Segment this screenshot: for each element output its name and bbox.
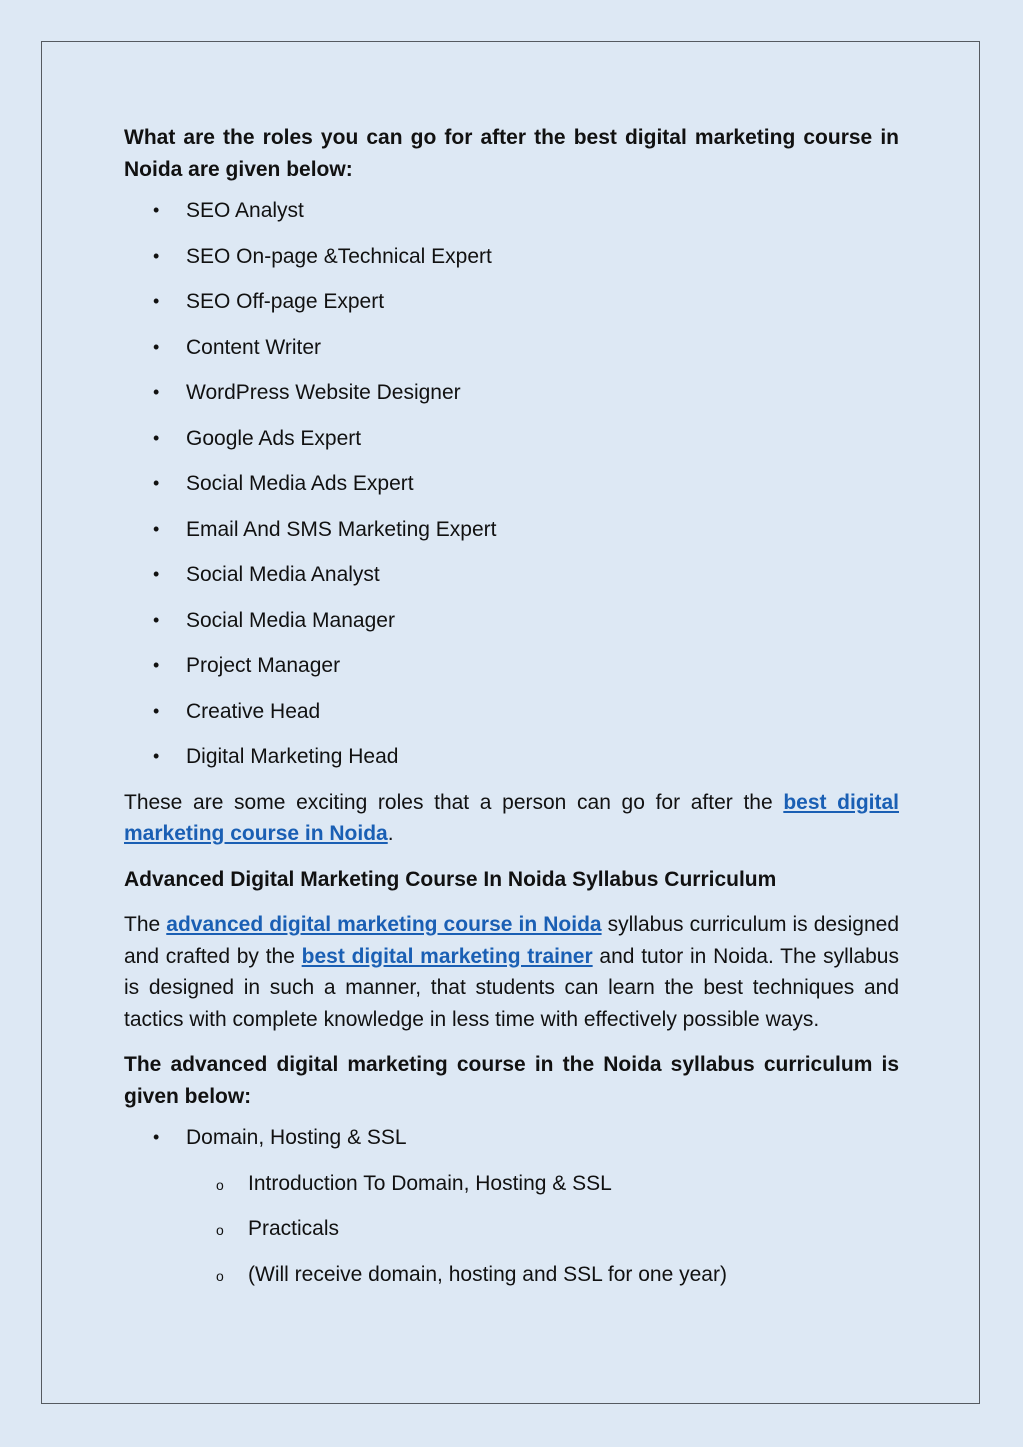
curriculum-list: [124, 1122, 899, 1168]
course-link[interactable]: best digital marketing course in Noida: [124, 790, 899, 845]
circle-bullet-icon: o: [216, 1267, 224, 1284]
bullet-icon: •: [153, 518, 160, 539]
trainer-link[interactable]: best digital marketing trainer: [301, 944, 593, 968]
list-item: o Introduction To Domain, Hosting & SSL: [124, 1168, 899, 1214]
bullet-icon: •: [153, 1127, 160, 1147]
bullet-icon: •: [153, 473, 160, 493]
list-item: • Domain, Hosting & SSL: [124, 1122, 899, 1168]
syllabus-paragraph: The advanced digital marketing course in Noida syllabus curriculum is designed and crafted by the best digital marketing trainer and tutor in Noida. The syllabus is designed in such a manner, that students can learn the best techniques and tactics with complete knowledge in less time with effectively possible ways.: [124, 913, 899, 1031]
bullet-icon: •: [153, 655, 160, 675]
list-item: o Practicals: [124, 1213, 899, 1259]
bullet-icon: •: [153, 609, 160, 630]
bullet-icon: •: [153, 746, 160, 766]
roles-heading: What are the roles you can go for after the best digital marketing course in Noida are given below:: [124, 126, 899, 181]
list-item: • Social Media Manager: [124, 605, 899, 651]
bullet-icon: •: [153, 291, 160, 311]
list-item: • Content Writer: [124, 332, 899, 378]
bullet-icon: •: [153, 382, 160, 402]
list-item: o (Will receive domain, hosting and SSL for one year): [124, 1259, 899, 1305]
list-item: • Creative Head: [124, 696, 899, 742]
roles-summary: These are some exciting roles that a person can go for after the best digital marketing course in Noida.: [124, 790, 899, 845]
bullet-icon: •: [153, 200, 160, 220]
bullet-icon: •: [153, 700, 160, 721]
list-item: • WordPress Website Designer: [124, 377, 899, 423]
syllabus-heading: Advanced Digital Marketing Course In Noida Syllabus Curriculum: [124, 867, 777, 891]
list-item: • Social Media Ads Expert: [124, 468, 899, 514]
list-item: • SEO On-page &Technical Expert: [124, 241, 899, 287]
curriculum-sublist: [124, 1168, 899, 1305]
list-item: • Google Ads Expert: [124, 423, 899, 469]
bullet-icon: •: [153, 336, 160, 357]
list-item: • Email And SMS Marketing Expert: [124, 514, 899, 560]
bullet-icon: •: [153, 564, 160, 584]
roles-list: [124, 195, 899, 787]
advanced-course-link[interactable]: advanced digital marketing course in Noida: [166, 913, 602, 936]
list-item: • Project Manager: [124, 650, 899, 696]
list-item: • Social Media Analyst: [124, 559, 899, 605]
list-item: • SEO Off-page Expert: [124, 286, 899, 332]
circle-bullet-icon: o: [216, 1176, 224, 1193]
bullet-icon: •: [153, 245, 160, 266]
curriculum-heading: The advanced digital marketing course in the Noida syllabus curriculum is given below:: [124, 1053, 899, 1108]
document-content: [124, 122, 899, 1304]
bullet-icon: •: [153, 427, 160, 448]
list-item: • SEO Analyst: [124, 195, 899, 241]
list-item: • Digital Marketing Head: [124, 741, 899, 787]
circle-bullet-icon: o: [216, 1222, 224, 1238]
